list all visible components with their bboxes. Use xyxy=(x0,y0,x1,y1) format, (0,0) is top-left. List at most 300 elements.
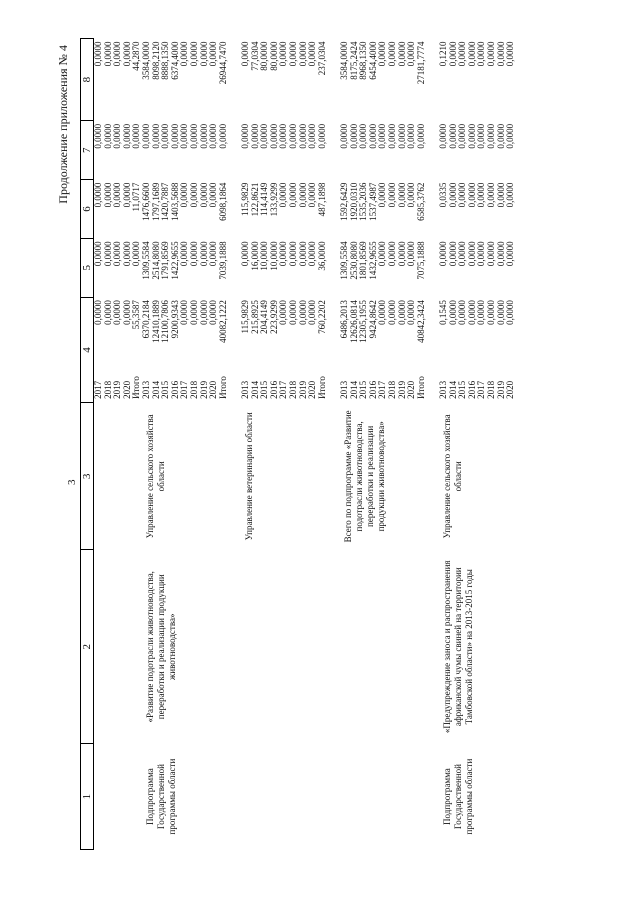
cell-line: 0,0000 xyxy=(485,241,496,267)
cell-line: 1420,7887 xyxy=(160,182,171,221)
cell-line: 0,0000 xyxy=(297,300,308,325)
cell-line: 133,9299 xyxy=(268,182,279,217)
cell-line: 2015 xyxy=(160,380,171,399)
cell-line: 80,0000 xyxy=(268,41,279,71)
cell-line: 0,0000 xyxy=(198,123,209,149)
cell-line: 0,0000 xyxy=(466,182,477,208)
cell-name xyxy=(94,550,133,744)
cell-line: 12626,0814 xyxy=(348,300,359,343)
cell-line: 0,0000 xyxy=(406,182,417,208)
cell-line: 0,0000 xyxy=(495,41,506,67)
cell-line: 6585,3762 xyxy=(415,182,426,221)
cell-line: 0,0000 xyxy=(476,41,487,67)
cell-line: 1920,0310 xyxy=(348,182,359,221)
cell-line: Итого xyxy=(217,376,228,399)
cell-line: 0,0000 xyxy=(505,41,516,67)
cell-line: 0,0000 xyxy=(457,182,468,208)
cell-line: 0,0000 xyxy=(287,123,298,149)
cell-value xyxy=(142,121,241,180)
cell-line: 2015 xyxy=(358,380,369,399)
cell-line: 27181,7774 xyxy=(415,41,426,85)
cell-line: 0,0000 xyxy=(377,123,388,149)
section-row xyxy=(241,39,340,850)
cell-line: 0,0000 xyxy=(160,123,171,149)
cell-subprogram: Подпрограмма Государственной программы области xyxy=(144,758,177,835)
cell-line: 0,0000 xyxy=(198,300,209,325)
cell-line: 0,0000 xyxy=(179,300,190,325)
cell-value xyxy=(340,180,439,239)
cell-subprogram xyxy=(340,744,439,850)
cell-line: 2016 xyxy=(169,380,180,399)
cell-line: 3584,0000 xyxy=(338,41,349,80)
cell-line: 0,0000 xyxy=(457,123,468,149)
cell-line: 12305,1955 xyxy=(358,300,369,343)
cell-line: 0,0000 xyxy=(476,300,487,325)
cell-total xyxy=(94,297,133,356)
cell-line: 0,0000 xyxy=(102,241,113,267)
cell-value xyxy=(439,180,538,239)
cell-value xyxy=(94,121,133,180)
cell-line: 0,0000 xyxy=(386,182,397,208)
cell-line: 0,0000 xyxy=(396,123,407,149)
cell-line: 0,0000 xyxy=(287,300,298,325)
cell-line: 0,0000 xyxy=(188,182,199,208)
cell-line: 26944,7470 xyxy=(217,41,228,85)
cell-line: 77,0304 xyxy=(249,41,260,71)
cell-line: 0,0000 xyxy=(112,300,123,325)
cell-line: 0,0000 xyxy=(93,182,103,208)
cell-line: 1535,2036 xyxy=(358,182,369,221)
cell-line: 0,0000 xyxy=(505,182,516,208)
cell-line: 2013 xyxy=(437,380,448,399)
cell-name xyxy=(340,550,439,744)
cell-line: 40842,3424 xyxy=(415,300,426,343)
cell-line: Итого xyxy=(415,376,426,399)
cell-line: 0,0000 xyxy=(188,41,199,67)
cell-line: 0,0000 xyxy=(466,41,477,67)
cell-line: 55,3587 xyxy=(131,300,142,330)
cell-line: 2530,8080 xyxy=(348,241,359,280)
cell-value xyxy=(340,121,439,180)
cell-executor: Управление ветеринарии области xyxy=(243,412,254,541)
section-row xyxy=(142,39,241,850)
table-row xyxy=(132,39,142,850)
cell-line: 0,0000 xyxy=(268,123,279,149)
cell-line: 0,0000 xyxy=(121,241,132,267)
column-number: 2 xyxy=(81,550,94,744)
cell-line: 0,0000 xyxy=(278,241,289,267)
cell-line: 2020 xyxy=(121,380,132,399)
cell-line: 2017 xyxy=(278,380,289,399)
cell-line: 0,0000 xyxy=(495,123,506,149)
cell-line: 2019 xyxy=(198,380,209,399)
cell-total xyxy=(340,297,439,356)
cell-value xyxy=(142,39,241,121)
cell-line: 8098,2120 xyxy=(150,41,161,80)
table-body xyxy=(94,39,538,850)
cell-line: 6486,2013 xyxy=(338,300,349,339)
cell-line: 0,0000 xyxy=(287,41,298,67)
cell-value xyxy=(340,39,439,121)
cell-line: 0,0000 xyxy=(307,123,318,149)
cell-line: 0,0000 xyxy=(358,123,369,149)
section-row xyxy=(340,39,439,850)
cell-line: 0,0000 xyxy=(495,182,506,208)
cell-line: 0,0000 xyxy=(278,41,289,67)
cell-line: 0,0000 xyxy=(348,123,359,149)
cell-line: 6370,2184 xyxy=(140,300,151,339)
cell-line: 0,0000 xyxy=(485,300,496,325)
cell-subprogram xyxy=(94,744,133,850)
cell-line: 11,0717 xyxy=(131,182,142,212)
cell-line: 0,0000 xyxy=(93,123,103,149)
cell-line: 0,0000 xyxy=(121,123,132,149)
cell-line: 0,0000 xyxy=(188,123,199,149)
cell-value xyxy=(241,180,340,239)
cell-value xyxy=(241,121,340,180)
cell-line: 0,0000 xyxy=(447,41,458,67)
cell-line: 2017 xyxy=(179,380,190,399)
cell-line: 0,0000 xyxy=(239,123,250,149)
cell-total xyxy=(241,297,340,356)
cell-line: 0,0000 xyxy=(102,41,113,67)
cell-line: 0,0000 xyxy=(131,123,142,149)
cell-line: 0,0000 xyxy=(102,123,113,149)
cell-line: 2020 xyxy=(307,380,318,399)
cell-line: 6454,4000 xyxy=(367,41,378,80)
cell-line: 6374,4000 xyxy=(169,41,180,80)
cell-line: 0,0000 xyxy=(287,182,298,208)
cell-line: 1801,8569 xyxy=(358,241,369,280)
cell-line: 0,0000 xyxy=(217,123,228,149)
cell-line: 760,2202 xyxy=(316,300,327,334)
section-row xyxy=(439,39,538,850)
cell-subprogram xyxy=(241,744,340,850)
cell-line: 0,0000 xyxy=(505,241,516,267)
cell-line: 3584,0000 xyxy=(140,41,151,80)
cell-line: 44,2870 xyxy=(131,41,142,71)
cell-line: 0,0000 xyxy=(466,241,477,267)
cell-line: 0,0000 xyxy=(169,123,180,149)
cell-executor: Управление сельского хозяйства области xyxy=(441,414,463,539)
cell-line: 487,1898 xyxy=(316,182,327,217)
cell-line: 0,0000 xyxy=(188,241,199,267)
cell-line: 0,0000 xyxy=(297,123,308,149)
column-number: 5 xyxy=(81,238,94,297)
cell-subprogram: Подпрограмма Государственной программы области xyxy=(441,758,474,835)
cell-line: 0,0000 xyxy=(239,41,250,67)
cell-line: 0,0000 xyxy=(495,241,506,267)
cell-executor xyxy=(132,403,142,550)
column-number: 8 xyxy=(81,39,94,121)
cell-line: 0,0335 xyxy=(437,182,448,208)
cell-line: 0,0000 xyxy=(307,41,318,67)
cell-line: 2019 xyxy=(297,380,308,399)
cell-line: 237,0304 xyxy=(316,41,327,76)
cell-line: 36,0000 xyxy=(316,241,327,271)
cell-line: 115,9829 xyxy=(239,182,250,217)
cell-line: 0,0000 xyxy=(447,300,458,325)
cell-line: 2018 xyxy=(102,380,113,399)
cell-line: 2013 xyxy=(239,380,250,399)
cell-line: 2018 xyxy=(188,380,199,399)
cell-line: 0,0000 xyxy=(93,41,103,67)
cell-line: 1422,9655 xyxy=(169,241,180,280)
cell-line: 1476,6600 xyxy=(140,182,151,221)
cell-line: 0,0000 xyxy=(278,182,289,208)
column-number: 1 xyxy=(81,744,94,850)
column-number: 3 xyxy=(81,403,94,550)
cell-line: 1403,5688 xyxy=(169,182,180,221)
cell-year xyxy=(340,356,439,403)
cell-line: 2019 xyxy=(112,380,123,399)
cell-line: 0,0000 xyxy=(208,182,219,208)
cell-line: 0,0000 xyxy=(179,123,190,149)
cell-line: 0,0000 xyxy=(386,123,397,149)
cell-line: 0,0000 xyxy=(406,123,417,149)
cell-line: 40082,1222 xyxy=(217,300,228,343)
cell-line: 1432,9655 xyxy=(367,241,378,280)
cell-line: 0,0000 xyxy=(406,241,417,267)
cell-line: 0,0000 xyxy=(485,41,496,67)
cell-line: 0,0000 xyxy=(316,123,327,149)
cell-line: 0,0000 xyxy=(297,241,308,267)
cell-line: 0,0000 xyxy=(476,182,487,208)
cell-line: 8968,1350 xyxy=(358,41,369,80)
cell-line: 0,0000 xyxy=(505,300,516,325)
appendix-caption: Продолжение приложения № 4 xyxy=(56,45,70,204)
cell-line: 0,0000 xyxy=(396,300,407,325)
cell-line: 2015 xyxy=(457,380,468,399)
cell-value xyxy=(241,39,340,121)
cell-line: 0,0000 xyxy=(307,300,318,325)
cell-value xyxy=(439,39,538,121)
cell-line: 0,0000 xyxy=(447,241,458,267)
cell-line: 0,0000 xyxy=(179,241,190,267)
cell-value xyxy=(439,121,538,180)
cell-line: 2017 xyxy=(377,380,388,399)
cell-line: 2015 xyxy=(259,380,270,399)
cell-line: 0,0000 xyxy=(338,123,349,149)
cell-subprogram xyxy=(132,744,142,850)
cell-name xyxy=(132,550,142,744)
cell-line: 0,0000 xyxy=(485,182,496,208)
cell-line: 0,0000 xyxy=(437,241,448,267)
cell-line: 16,0000 xyxy=(249,241,260,271)
cell-line: 0,0000 xyxy=(476,123,487,149)
column-number-row xyxy=(81,39,94,850)
cell-value xyxy=(94,238,133,297)
cell-line: 0,0000 xyxy=(208,300,219,325)
cell-line: 0,0000 xyxy=(377,241,388,267)
cell-executor: Всего по подпрограмме «Развитие подотрасли животноводства, переработки и реализации продукции животноводства» xyxy=(342,410,386,543)
cell-line: 2018 xyxy=(386,380,397,399)
cell-line: 0,0000 xyxy=(131,241,142,267)
cell-line: 0,0000 xyxy=(386,300,397,325)
cell-executor: Управление сельского хозяйства области xyxy=(144,414,166,539)
cell-line: 0,0000 xyxy=(278,123,289,149)
cell-line: 115,9829 xyxy=(239,300,250,334)
cell-line: 0,0000 xyxy=(287,241,298,267)
cell-line: Итого xyxy=(131,376,142,399)
cell-line: 1309,5584 xyxy=(140,241,151,280)
cell-line: 1592,6429 xyxy=(338,182,349,221)
cell-value xyxy=(142,180,241,239)
cell-line: 0,0000 xyxy=(466,300,477,325)
cell-value xyxy=(94,39,133,121)
column-number: 7 xyxy=(81,121,94,180)
cell-line: 0,0000 xyxy=(297,182,308,208)
cell-line: 2017 xyxy=(476,380,487,399)
cell-line: 2018 xyxy=(287,380,298,399)
cell-line: 0,0000 xyxy=(259,123,270,149)
cell-line: 0,0000 xyxy=(93,300,103,325)
cell-line: 0,0000 xyxy=(112,241,123,267)
cell-line: 215,8925 xyxy=(249,300,260,334)
cell-line: 2020 xyxy=(406,380,417,399)
cell-line: 1791,8569 xyxy=(160,241,171,280)
cell-line: 0,0000 xyxy=(396,182,407,208)
cell-line: 0,0000 xyxy=(179,41,190,67)
cell-line: 0,0000 xyxy=(188,300,199,325)
cell-line: 7075,1888 xyxy=(415,241,426,280)
cell-line: 0,0000 xyxy=(457,241,468,267)
cell-line: 2019 xyxy=(495,380,506,399)
cell-value xyxy=(439,238,538,297)
cell-line: 80,0000 xyxy=(259,41,270,71)
cell-line: 0,0000 xyxy=(112,182,123,208)
cell-line: 0,0000 xyxy=(377,300,388,325)
cell-name: «Развитие подотрасли животноводства, переработки и реализации продукции животноводства» xyxy=(144,571,177,723)
cell-line: 2017 xyxy=(93,380,103,399)
cell-line: 2020 xyxy=(208,380,219,399)
cell-line: 0,0000 xyxy=(415,123,426,149)
cell-line: 0,0000 xyxy=(208,123,219,149)
cell-line: 12410,1889 xyxy=(150,300,161,343)
cell-line: 10,0000 xyxy=(268,241,279,271)
cell-line: 2514,8080 xyxy=(150,241,161,280)
cell-line: 114,4149 xyxy=(259,182,270,217)
cell-line: 9200,9343 xyxy=(169,300,180,339)
cell-line: 0,0000 xyxy=(457,41,468,67)
cell-name xyxy=(241,550,340,744)
budget-table xyxy=(80,38,538,850)
cell-line: 0,0000 xyxy=(179,182,190,208)
cell-line: 0,0000 xyxy=(307,182,318,208)
cell-line: 0,0000 xyxy=(367,123,378,149)
cell-line: 0,0000 xyxy=(239,241,250,267)
cell-line: 2018 xyxy=(485,380,496,399)
cell-line: Итого xyxy=(316,376,327,399)
cell-line: 0,0000 xyxy=(377,182,388,208)
cell-line: 0,0000 xyxy=(476,241,487,267)
cell-line: 0,0000 xyxy=(396,41,407,67)
cell-line: 9424,8642 xyxy=(367,300,378,339)
cell-line: 0,0000 xyxy=(386,241,397,267)
cell-line: 0,0000 xyxy=(198,41,209,67)
cell-name: «Предупреждение заноса и распространения африканской чумы свиней на территории Тамбовской области» на 2013-2015 годы xyxy=(441,560,474,734)
cell-year xyxy=(94,356,133,403)
cell-line: 0,0000 xyxy=(102,182,113,208)
cell-line: 6098,1864 xyxy=(217,182,228,221)
cell-line: 2013 xyxy=(140,380,151,399)
cell-line: 0,0000 xyxy=(466,123,477,149)
cell-line: 2014 xyxy=(348,380,359,399)
cell-line: 0,0000 xyxy=(377,41,388,67)
cell-line: 12100,7806 xyxy=(160,300,171,343)
cell-line: 0,0000 xyxy=(112,41,123,67)
cell-line: 0,0000 xyxy=(505,123,516,149)
cell-line: 0,0000 xyxy=(198,182,209,208)
cell-line: 1537,4987 xyxy=(367,182,378,221)
cell-line: 10,0000 xyxy=(259,241,270,271)
cell-line: 122,8621 xyxy=(249,182,260,217)
page-marker: 3 xyxy=(66,479,78,485)
cell-line: 0,0000 xyxy=(406,300,417,325)
cell-line: 0,0000 xyxy=(278,300,289,325)
cell-line: 0,0000 xyxy=(102,300,113,325)
cell-line: 0,0000 xyxy=(406,41,417,67)
cell-line: 0,0000 xyxy=(396,241,407,267)
column-number: 6 xyxy=(81,180,94,239)
cell-line: 7039,1888 xyxy=(217,241,228,280)
cell-line: 0,0000 xyxy=(437,123,448,149)
cell-year xyxy=(142,356,241,403)
cell-line: 0,0000 xyxy=(121,41,132,67)
cell-line: 0,1210 xyxy=(437,41,448,67)
column-number: 4 xyxy=(81,297,94,403)
cell-line: 0,0000 xyxy=(208,41,219,67)
cell-line: 2014 xyxy=(447,380,458,399)
cell-line: 8175,2424 xyxy=(348,41,359,80)
cell-executor xyxy=(94,403,133,550)
cell-line: 0,0000 xyxy=(297,41,308,67)
cell-line: 0,0000 xyxy=(485,123,496,149)
cell-line: 223,9299 xyxy=(268,300,279,334)
cell-line: 0,0000 xyxy=(447,123,458,149)
cell-line: 204,4149 xyxy=(259,300,270,334)
cell-line: 0,0000 xyxy=(249,123,260,149)
cell-line: 2019 xyxy=(396,380,407,399)
table-row xyxy=(94,39,133,850)
cell-line: 1309,5584 xyxy=(338,241,349,280)
cell-year xyxy=(241,356,340,403)
cell-total xyxy=(142,297,241,356)
cell-line: 0,0000 xyxy=(121,300,132,325)
cell-line: 0,0000 xyxy=(386,41,397,67)
cell-total xyxy=(439,297,538,356)
cell-line: 2020 xyxy=(505,380,516,399)
cell-line: 0,0000 xyxy=(112,123,123,149)
cell-line: 8888,1350 xyxy=(160,41,171,80)
cell-line: 0,0000 xyxy=(495,300,506,325)
cell-line: 1797,1689 xyxy=(150,182,161,221)
cell-line: 0,0000 xyxy=(121,182,132,208)
cell-value xyxy=(340,238,439,297)
cell-value xyxy=(241,238,340,297)
cell-line: 0,0000 xyxy=(457,300,468,325)
cell-line: 2016 xyxy=(268,380,279,399)
cell-line: 0,0000 xyxy=(93,241,103,267)
cell-line: 2014 xyxy=(150,380,161,399)
cell-value xyxy=(94,180,133,239)
cell-line: 0,0000 xyxy=(447,182,458,208)
cell-line: 0,0000 xyxy=(150,123,161,149)
cell-line: 0,0000 xyxy=(198,241,209,267)
cell-year xyxy=(439,356,538,403)
cell-line: 2013 xyxy=(338,380,349,399)
cell-line: 0,0000 xyxy=(307,241,318,267)
